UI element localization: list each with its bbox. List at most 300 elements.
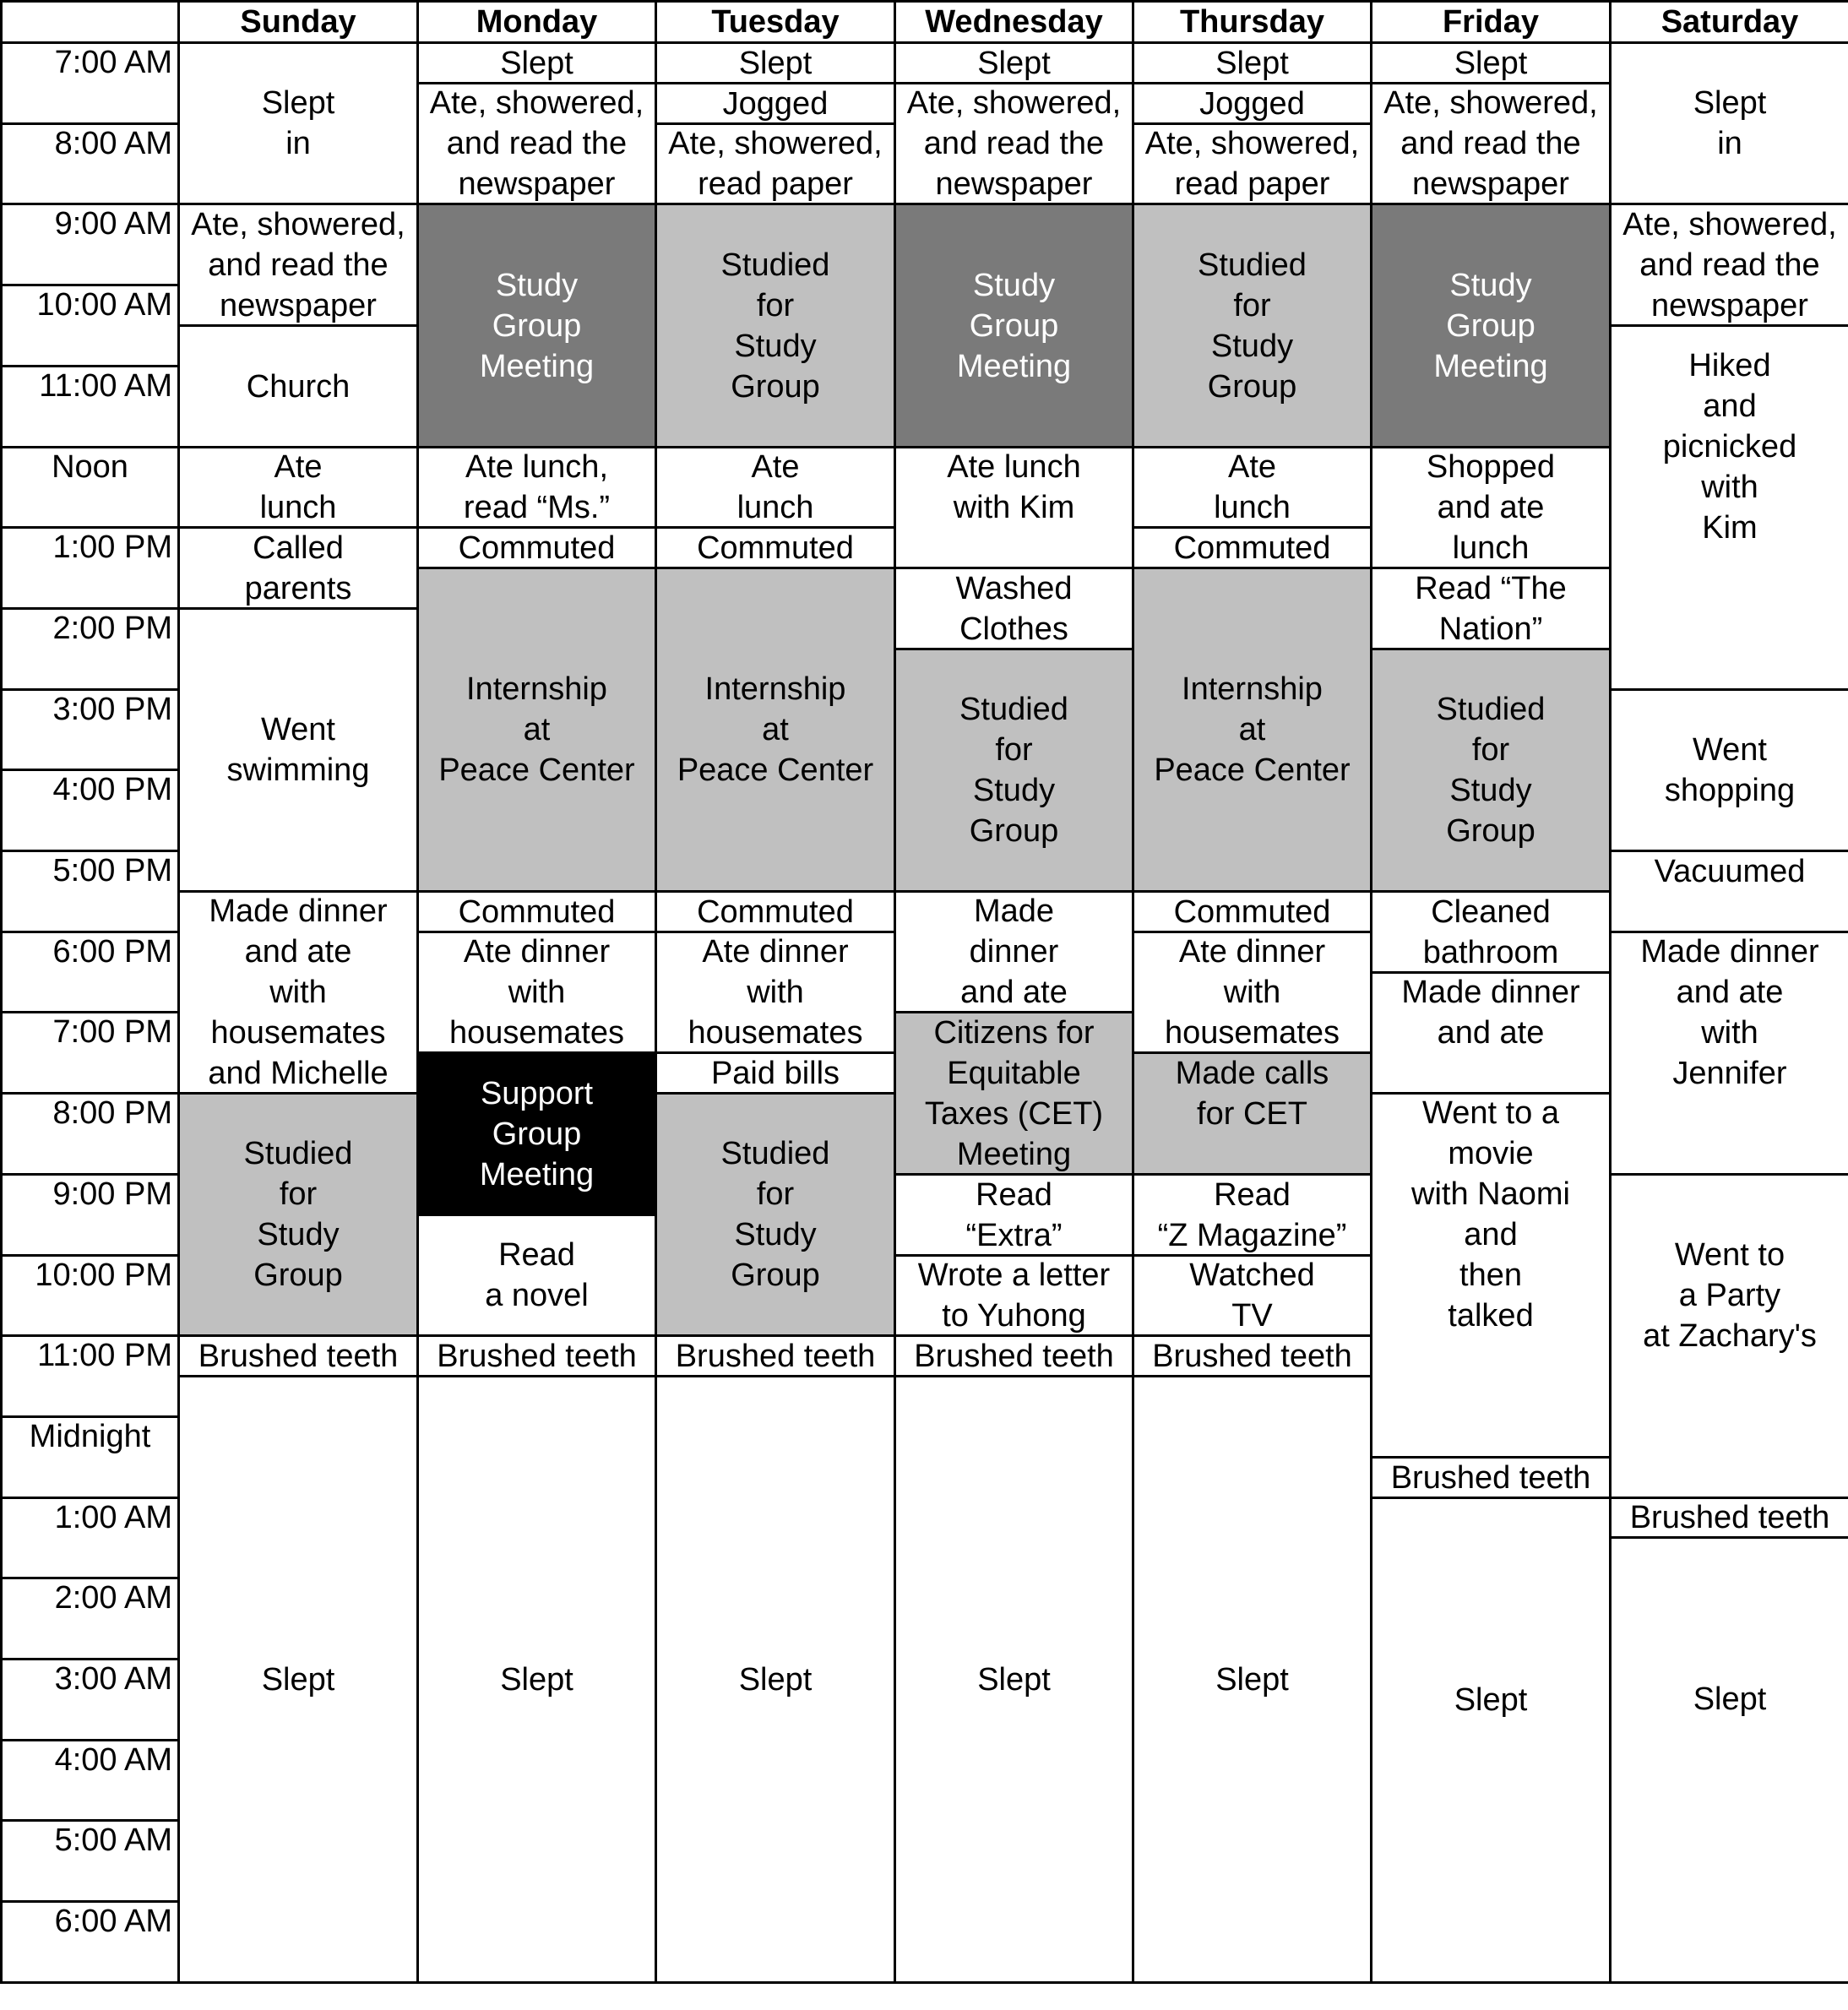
activity-text-line: and read the — [923, 126, 1105, 161]
activity-text-line: Ate lunch, — [465, 449, 608, 485]
activity-text-line: Taxes (CET) — [924, 1095, 1104, 1132]
activity-text-line: and ate — [244, 934, 352, 970]
activity-monday-ate-showered — [416, 82, 657, 205]
activity-text-line — [1487, 1417, 1496, 1458]
activity-text-line: Went to — [1674, 1237, 1785, 1273]
activity-text-line: Commuted — [1173, 530, 1331, 566]
activity-wednesday-slept — [894, 41, 1134, 84]
activity-text-line: “Z Magazine” — [1157, 1217, 1347, 1253]
activity-text-line: with — [508, 975, 566, 1010]
activity-text-line: Brushed teeth — [437, 1338, 637, 1374]
time-label-1-00-am: 1:00 AM — [0, 1497, 180, 1579]
activity-text-line — [1247, 1134, 1257, 1175]
activity-text-line: with Naomi — [1411, 1176, 1570, 1212]
activity-text-line: Ate, showered, — [668, 126, 883, 161]
activity-text-line: and Michelle — [208, 1056, 389, 1091]
activity-text-line: Brushed teeth — [675, 1338, 876, 1374]
activity-text-line: Studied — [1198, 247, 1307, 283]
activity-text-line — [1726, 1397, 1735, 1437]
activity-saturday-slept — [1609, 41, 1848, 205]
activity-monday-brushed-teeth — [416, 1334, 657, 1377]
activity-text-line: and read the — [446, 126, 628, 161]
activity-text-line: Commuted — [697, 894, 854, 930]
activity-text-line: and ate — [1437, 1015, 1545, 1051]
activity-text-line: read paper — [1174, 166, 1330, 202]
activity-text-line — [1726, 589, 1735, 629]
activity-wednesday-ate-lunch — [894, 446, 1134, 569]
activity-sunday-made-dinner — [177, 890, 419, 1095]
activity-text-line: Made — [973, 894, 1055, 929]
activity-text-line: Went — [260, 712, 335, 747]
activity-wednesday-studied — [894, 648, 1134, 893]
activity-tuesday-studied — [655, 1092, 896, 1337]
activity-text-line: Ate lunch — [947, 449, 1081, 485]
activity-text-line: picnicked — [1662, 429, 1797, 464]
activity-text-line: and ate — [960, 975, 1068, 1010]
activity-text-line — [1726, 892, 1735, 932]
activity-friday-slept — [1370, 1497, 1612, 1984]
day-header-friday: Friday — [1370, 0, 1612, 44]
activity-text-line: with Kim — [953, 490, 1075, 525]
activity-text-line: Kim — [1702, 510, 1758, 546]
activity-text-line: lunch — [736, 490, 814, 525]
activity-saturday-hiked — [1609, 324, 1848, 691]
activity-text-line: housemates — [1164, 1015, 1340, 1051]
activity-saturday-slept — [1609, 1536, 1848, 1984]
activity-text-line: for — [1471, 732, 1510, 768]
activity-text-line: Peace Center — [1154, 752, 1351, 788]
time-label-4-00-am: 4:00 AM — [0, 1739, 180, 1822]
activity-text-line: Meeting — [956, 348, 1072, 384]
activity-thursday-read — [1132, 1173, 1372, 1257]
activity-text-line: Jennifer — [1672, 1056, 1787, 1091]
activity-text-line: Slept — [1454, 45, 1528, 81]
activity-text-line: Group — [731, 1258, 820, 1293]
time-label-7-00-am: 7:00 AM — [0, 41, 180, 125]
activity-text-line: lunch — [259, 490, 337, 525]
corner-cell — [0, 0, 180, 44]
activity-thursday-made-calls — [1132, 1051, 1372, 1176]
activity-text-line: read “Ms.” — [463, 490, 611, 525]
activity-text-line: for — [756, 287, 795, 323]
time-label-6-00-am: 6:00 AM — [0, 1900, 180, 1984]
activity-wednesday-brushed-teeth — [894, 1334, 1134, 1377]
activity-friday-slept — [1370, 41, 1612, 84]
activity-text-line: at — [762, 712, 789, 747]
activity-text-line: Support — [480, 1075, 594, 1111]
activity-friday-shopped — [1370, 446, 1612, 569]
activity-tuesday-commuted — [655, 526, 896, 569]
activity-text-line: Study — [734, 328, 817, 364]
activity-text-line: Jogged — [722, 85, 829, 122]
day-header-wednesday: Wednesday — [894, 0, 1134, 44]
activity-text-line — [1726, 548, 1735, 589]
activity-text-line: with — [1701, 1015, 1758, 1051]
activity-saturday-made-dinner — [1609, 931, 1848, 1176]
activity-text-line: Brushed teeth — [914, 1338, 1114, 1374]
activity-sunday-called — [177, 526, 419, 610]
activity-text-line: Slept — [1693, 1681, 1767, 1717]
day-header-thursday: Thursday — [1132, 0, 1372, 44]
activity-text-line: Study — [972, 773, 1056, 808]
activity-tuesday-ate-showered — [655, 122, 896, 205]
activity-text-line: and ate — [1676, 975, 1784, 1010]
activity-saturday-went — [1609, 688, 1848, 852]
activity-text-line: Meeting — [1433, 348, 1548, 384]
activity-text-line: Slept — [500, 1661, 573, 1698]
activity-text-line: Group — [1207, 368, 1297, 405]
activity-text-line: for — [1233, 287, 1271, 323]
activity-monday-slept — [416, 1375, 657, 1984]
activity-text-line — [1726, 1094, 1735, 1134]
activity-text-line: with — [269, 975, 327, 1010]
activity-friday-ate-showered — [1370, 82, 1612, 205]
activity-text-line: and ate — [1437, 490, 1545, 525]
activity-tuesday-ate — [655, 446, 896, 529]
activity-text-line: for CET — [1197, 1095, 1307, 1132]
time-label-2-00-pm: 2:00 PM — [0, 607, 180, 691]
time-label-1-00-pm: 1:00 PM — [0, 526, 180, 610]
activity-text-line: Study — [1449, 773, 1532, 808]
activity-friday-went-to-a — [1370, 1092, 1612, 1459]
activity-text-line: Slept — [977, 1661, 1051, 1698]
activity-text-line: Commuted — [458, 894, 616, 930]
activity-text-line: lunch — [1452, 530, 1530, 566]
activity-text-line: to Yuhong — [942, 1298, 1086, 1334]
activity-text-line: Study — [972, 267, 1056, 303]
activity-text-line: Studied — [1436, 692, 1546, 727]
activity-wednesday-wrote-a-letter — [894, 1254, 1134, 1337]
activity-text-line: Went — [1692, 732, 1767, 768]
activity-text-line: in — [285, 126, 311, 161]
activity-text-line: Read — [498, 1237, 575, 1273]
activity-text-line: and — [1703, 388, 1757, 424]
activity-text-line: Slept — [1693, 85, 1767, 121]
time-label-3-00-pm: 3:00 PM — [0, 688, 180, 771]
activity-sunday-slept — [177, 1375, 419, 1984]
activity-monday-commuted — [416, 890, 657, 933]
activity-text-line: read paper — [698, 166, 853, 202]
activity-text-line: Slept — [261, 85, 335, 121]
activity-text-line: Ate dinner — [1178, 934, 1326, 970]
activity-monday-study — [416, 203, 657, 448]
activity-text-line — [1726, 1801, 1735, 1841]
activity-text-line: Group — [492, 1116, 582, 1152]
time-label-11-00-am: 11:00 AM — [0, 365, 180, 448]
activity-monday-ate-lunch — [416, 446, 657, 529]
activity-wednesday-washed — [894, 567, 1134, 650]
activity-text-line: Group — [731, 368, 820, 405]
activity-text-line: shopping — [1664, 773, 1796, 808]
activity-wednesday-read — [894, 1173, 1134, 1257]
activity-thursday-brushed-teeth — [1132, 1334, 1372, 1377]
activity-monday-support — [416, 1051, 657, 1216]
activity-text-line: Ate, showered, — [429, 85, 644, 121]
activity-text-line: swimming — [226, 752, 370, 788]
activity-text-line: Jogged — [1199, 85, 1305, 122]
activity-text-line — [1726, 629, 1735, 670]
activity-tuesday-brushed-teeth — [655, 1334, 896, 1377]
activity-text-line: for — [279, 1176, 318, 1212]
activity-text-line: Brushed teeth — [1152, 1338, 1352, 1374]
activity-friday-brushed-teeth — [1370, 1456, 1612, 1499]
activity-text-line: Paid bills — [710, 1055, 840, 1091]
activity-thursday-studied — [1132, 203, 1372, 448]
activity-text-line: Ate dinner — [702, 934, 849, 970]
activity-wednesday-citizens-for — [894, 1011, 1134, 1176]
activity-text-line: Meeting — [956, 1136, 1072, 1172]
activity-text-line: Meeting — [479, 348, 595, 384]
activity-thursday-ate — [1132, 446, 1372, 529]
activity-friday-study — [1370, 203, 1612, 448]
activity-text-line: Brushed teeth — [1629, 1500, 1830, 1535]
activity-text-line: Read — [1214, 1176, 1291, 1213]
activity-text-line: Study — [257, 1217, 340, 1252]
activity-thursday-slept — [1132, 41, 1372, 84]
activity-text-line: Studied — [720, 1136, 830, 1171]
activity-text-line: Ate, showered, — [1383, 85, 1598, 121]
activity-text-line: Went to a — [1422, 1095, 1559, 1131]
activity-text-line: then — [1459, 1258, 1522, 1293]
activity-text-line: Hiked — [1688, 348, 1771, 383]
activity-text-line: Brushed teeth — [198, 1338, 399, 1374]
activity-text-line: talked — [1448, 1298, 1534, 1334]
activity-text-line: Peace Center — [438, 752, 635, 788]
activity-tuesday-paid-bills — [655, 1051, 896, 1095]
activity-text-line: Read “The — [1415, 570, 1567, 606]
activity-thursday-slept — [1132, 1375, 1372, 1984]
activity-text-line: Peace Center — [677, 752, 874, 788]
activity-text-line: Studied — [243, 1136, 353, 1171]
activity-sunday-ate — [177, 446, 419, 529]
activity-text-line — [1487, 1761, 1496, 1801]
time-label-8-00-pm: 8:00 PM — [0, 1092, 180, 1176]
activity-text-line: in — [1717, 126, 1742, 161]
activity-text-line: Watched — [1189, 1258, 1315, 1293]
activity-thursday-commuted — [1132, 526, 1372, 569]
activity-text-line: and — [1464, 1217, 1518, 1252]
time-label-noon: Noon — [0, 446, 180, 529]
activity-monday-commuted — [416, 526, 657, 569]
activity-text-line: Shopped — [1426, 449, 1556, 485]
time-label-11-00-pm: 11:00 PM — [0, 1334, 180, 1418]
activity-text-line: Studied — [959, 692, 1068, 727]
time-label-3-00-am: 3:00 AM — [0, 1658, 180, 1741]
activity-text-line: Clothes — [959, 611, 1068, 647]
activity-wednesday-slept — [894, 1375, 1134, 1984]
activity-text-line: Slept — [261, 1661, 335, 1698]
activity-text-line: Slept — [1215, 45, 1289, 81]
activity-thursday-watched — [1132, 1254, 1372, 1337]
activity-text-line: Internship — [704, 671, 846, 707]
activity-text-line: TV — [1231, 1298, 1273, 1334]
activity-text-line: Wrote a letter — [917, 1258, 1111, 1293]
activity-saturday-ate-showered — [1609, 203, 1848, 327]
time-label-5-00-pm: 5:00 PM — [0, 850, 180, 933]
time-label-9-00-am: 9:00 AM — [0, 203, 180, 286]
activity-tuesday-internship — [655, 567, 896, 893]
activity-text-line — [1726, 1356, 1735, 1397]
activity-friday-studied — [1370, 648, 1612, 893]
activity-tuesday-commuted — [655, 890, 896, 933]
activity-saturday-brushed-teeth — [1609, 1497, 1848, 1539]
activity-text-line: a novel — [485, 1278, 589, 1313]
activity-tuesday-slept — [655, 1375, 896, 1984]
activity-text-line: Study — [1210, 328, 1294, 364]
activity-thursday-internship — [1132, 567, 1372, 893]
activity-text-line: with — [1223, 975, 1281, 1010]
activity-text-line: newspaper — [458, 166, 616, 202]
activity-text-line: Church — [246, 368, 351, 405]
activity-text-line: and read the — [208, 247, 389, 283]
time-label-midnight: Midnight — [0, 1415, 180, 1499]
activity-text-line: Read — [976, 1176, 1052, 1213]
time-label-7-00-pm: 7:00 PM — [0, 1011, 180, 1095]
activity-sunday-slept — [177, 41, 419, 205]
activity-text-line: Study — [1449, 267, 1532, 303]
activity-thursday-ate-showered — [1132, 122, 1372, 205]
activity-text-line: Called — [253, 530, 344, 566]
activity-text-line: newspaper — [220, 287, 377, 323]
activity-text-line: Group — [1446, 813, 1535, 849]
time-label-10-00-am: 10:00 AM — [0, 284, 180, 367]
activity-text-line: housemates — [448, 1015, 624, 1051]
activity-text-line: dinner — [969, 934, 1059, 970]
activity-text-line: Equitable — [947, 1055, 1081, 1091]
activity-monday-slept — [416, 41, 657, 84]
activity-text-line — [1726, 1719, 1735, 1760]
activity-text-line: Commuted — [1173, 894, 1331, 930]
activity-text-line: Group — [969, 813, 1059, 849]
time-label-9-00-pm: 9:00 PM — [0, 1173, 180, 1257]
activity-text-line: Citizens for — [933, 1014, 1095, 1051]
activity-text-line: lunch — [1214, 490, 1291, 525]
activity-text-line: Internship — [1182, 671, 1323, 707]
day-header-monday: Monday — [416, 0, 657, 44]
activity-text-line — [1487, 1377, 1496, 1417]
activity-text-line: Group — [492, 307, 582, 344]
activity-text-line: Made dinner — [1640, 934, 1819, 970]
activity-sunday-studied — [177, 1092, 419, 1337]
activity-text-line: Ate — [751, 449, 800, 485]
activity-text-line: Brushed teeth — [1390, 1459, 1591, 1496]
activity-thursday-commuted — [1132, 890, 1372, 933]
activity-text-line: Studied — [720, 247, 830, 283]
activity-text-line: housemates — [688, 1015, 863, 1051]
day-header-tuesday: Tuesday — [655, 0, 896, 44]
activity-monday-read — [416, 1214, 657, 1337]
activity-text-line: with — [1701, 470, 1758, 505]
activity-tuesday-ate-dinner — [655, 931, 896, 1054]
activity-text-line: for — [756, 1176, 795, 1212]
activity-friday-read-the — [1370, 567, 1612, 650]
activity-text-line: Internship — [466, 671, 607, 707]
activity-text-line: Group — [1446, 307, 1535, 344]
day-header-sunday: Sunday — [177, 0, 419, 44]
activity-text-line: Ate, showered, — [1622, 206, 1837, 242]
activity-text-line: newspaper — [1651, 287, 1808, 323]
activity-sunday-went — [177, 607, 419, 893]
activity-text-line: Washed — [955, 570, 1073, 606]
time-label-2-00-am: 2:00 AM — [0, 1577, 180, 1660]
activity-text-line: Commuted — [697, 530, 854, 566]
activity-text-line: Ate — [274, 449, 323, 485]
activity-text-line: Cleaned — [1431, 894, 1551, 930]
activity-text-line: newspaper — [935, 166, 1093, 202]
activity-text-line: “Extra” — [965, 1217, 1063, 1253]
activity-sunday-ate-showered — [177, 203, 419, 327]
activity-tuesday-jogged — [655, 82, 896, 125]
time-label-6-00-pm: 6:00 PM — [0, 931, 180, 1013]
activity-monday-internship — [416, 567, 657, 893]
activity-text-line: Slept — [738, 1661, 813, 1698]
activity-text-line: Made dinner — [209, 894, 388, 929]
activity-text-line: Ate, showered, — [191, 206, 405, 242]
activity-text-line: bathroom — [1422, 934, 1559, 970]
activity-text-line: at — [1238, 712, 1266, 747]
activity-thursday-ate-dinner — [1132, 931, 1372, 1054]
activity-text-line — [1009, 528, 1019, 568]
activity-text-line: movie — [1448, 1136, 1534, 1171]
activity-text-line: Ate dinner — [463, 934, 611, 970]
activity-text-line: Study — [495, 267, 579, 303]
day-header-saturday: Saturday — [1609, 0, 1848, 44]
activity-text-line: and read the — [1400, 126, 1581, 161]
activity-text-line — [1726, 1134, 1735, 1175]
activity-saturday-went-to — [1609, 1173, 1848, 1499]
activity-wednesday-study — [894, 203, 1134, 448]
activity-thursday-jogged — [1132, 82, 1372, 125]
activity-text-line: Made calls — [1175, 1055, 1329, 1091]
activity-text-line — [1487, 1053, 1496, 1094]
activity-sunday-brushed-teeth — [177, 1334, 419, 1377]
activity-text-line: and read the — [1639, 247, 1820, 283]
activity-text-line: with — [747, 975, 804, 1010]
activity-text-line — [1487, 1336, 1496, 1377]
activity-text-line: parents — [244, 570, 352, 606]
activity-text-line — [1487, 1720, 1496, 1761]
activity-text-line: a Party — [1678, 1278, 1781, 1313]
activity-text-line: Meeting — [479, 1156, 595, 1192]
activity-text-line: Vacuumed — [1654, 853, 1806, 889]
activity-text-line: Slept — [1454, 1681, 1528, 1718]
activity-text-line: Study — [734, 1217, 817, 1252]
activity-text-line: at — [523, 712, 551, 747]
activity-text-line: for — [995, 732, 1033, 768]
time-label-4-00-pm: 4:00 PM — [0, 769, 180, 852]
activity-text-line: Ate, showered, — [1144, 126, 1360, 161]
activity-text-line: Made dinner — [1401, 975, 1580, 1010]
activity-tuesday-slept — [655, 41, 896, 84]
activity-text-line: at Zachary's — [1643, 1318, 1817, 1354]
activity-text-line: Nation” — [1438, 611, 1543, 647]
activity-wednesday-ate-showered — [894, 82, 1134, 205]
activity-monday-ate-dinner — [416, 931, 657, 1054]
activity-text-line: Slept — [1215, 1661, 1289, 1698]
activity-text-line: Ate — [1227, 449, 1277, 485]
activity-friday-made-dinner — [1370, 971, 1612, 1095]
activity-text-line: Group — [969, 307, 1059, 344]
activity-text-line: Slept — [500, 45, 573, 81]
activity-text-line: Slept — [738, 45, 813, 81]
activity-text-line: Commuted — [458, 530, 616, 566]
activity-sunday-church — [177, 324, 419, 448]
activity-text-line: Group — [253, 1258, 343, 1293]
time-label-8-00-am: 8:00 AM — [0, 122, 180, 205]
activity-text-line — [1726, 1760, 1735, 1801]
activity-wednesday-made — [894, 890, 1134, 1013]
activity-text-line: housemates — [210, 1015, 386, 1051]
